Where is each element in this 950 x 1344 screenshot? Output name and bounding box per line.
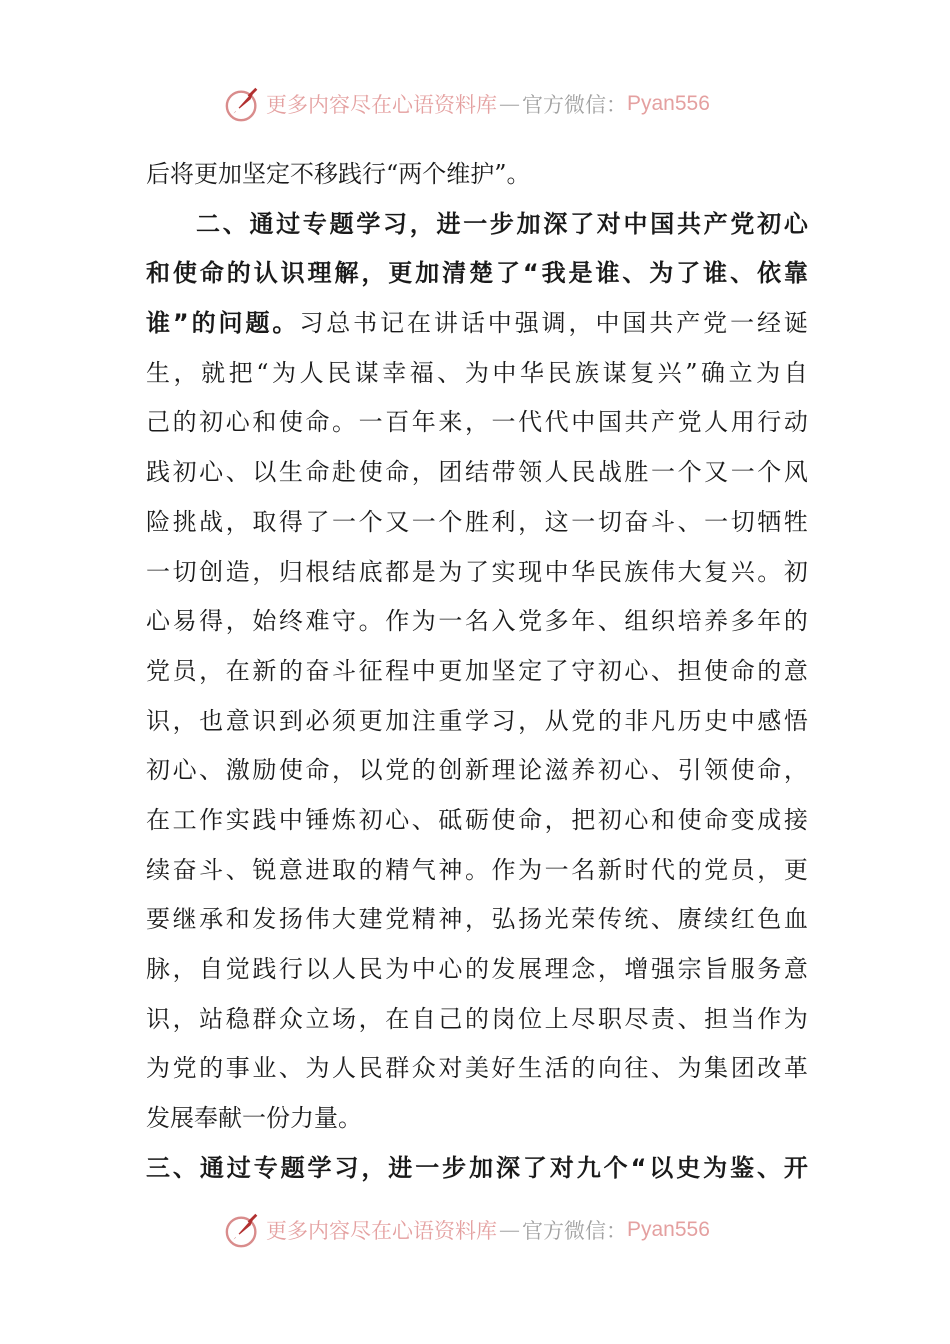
- watermark-wechat-id: Pyan556: [627, 92, 710, 115]
- document-line: 谁 ” 的 问 题 。 习 总 书 记 在 讲 话 中 强 调 ， 中 国 共 产 党 一 经 诞: [146, 309, 808, 338]
- watermark-brand-text: 更多内容尽在心语资料库: [266, 1219, 497, 1243]
- document-body: [146, 150, 808, 1193]
- watermark-wechat-label: 官方微信：: [522, 1219, 627, 1243]
- document-line: 初 心 、 激 励 使 命 ， 以 党 的 创 新 理 论 滋 养 初 心 、 引 领 使 命 ，: [146, 756, 808, 785]
- document-line: 脉 ， 自 觉 践 行 以 人 民 为 中 心 的 发 展 理 念 ， 增 强 宗 旨 服 务 意: [146, 955, 808, 983]
- watermark-brand-text: 更多内容尽在心语资料库: [266, 93, 497, 117]
- watermark-wechat-label: 官方微信：: [522, 93, 627, 117]
- document-line: 要 继 承 和 发 扬 伟 大 建 党 精 神 ， 弘 扬 光 荣 传 统 、 赓 续 红 色 血: [146, 905, 808, 934]
- document-line: 三 、 通 过 专 题 学 习 ， 进 一 步 加 深 了 对 九 个 “ 以 史 为 鉴 、 开: [146, 1153, 808, 1182]
- document-line: 己 的 初 心 和 使 命 。 一 百 年 来 ， 一 代 代 中 国 共 产 党 人 用 行 动: [146, 408, 808, 437]
- document-line: 识 ， 也 意 识 到 必 须 更 加 注 重 学 习 ， 从 党 的 非 凡 历 史 中 感 悟: [146, 706, 808, 735]
- watermark-wechat-id: Pyan556: [627, 1218, 710, 1241]
- document-line: 心 易 得 ， 始 终 难 守 。 作 为 一 名 入 党 多 年 、 组 织 培 养 多 年 的: [146, 607, 808, 636]
- document-line: 发展奉献一份力量。: [146, 1104, 362, 1133]
- document-line: 识 ， 站 稳 群 众 立 场 ， 在 自 己 的 岗 位 上 尽 职 尽 责 、 担 当 作 为: [146, 1004, 808, 1033]
- pen-nib-logo-icon: [224, 1211, 262, 1249]
- document-line: 后将更加坚定不移践行“两个维护”。: [146, 160, 531, 188]
- document-line: 在 工 作 实 践 中 锤 炼 初 心 、 砥 砺 使 命 ， 把 初 心 和 使 命 变 成 接: [146, 805, 808, 834]
- document-line: 险 挑 战 ， 取 得 了 一 个 又 一 个 胜 利 ， 这 一 切 奋 斗 、 一 切 牺 牲: [146, 507, 808, 536]
- document-line: 续 奋 斗 、 锐 意 进 取 的 精 气 神 。 作 为 一 名 新 时 代 的 党 员 ， 更: [146, 855, 808, 884]
- document-line: 二 、 通 过 专 题 学 习 ， 进 一 步 加 深 了 对 中 国 共 产 党 初 心: [196, 209, 808, 238]
- watermark-dash: —: [499, 1218, 520, 1242]
- watermark-banner-top: [224, 82, 710, 126]
- watermark-banner-bottom: [224, 1208, 710, 1252]
- document-line: 践 初 心 、 以 生 命 赴 使 命 ， 团 结 带 领 人 民 战 胜 一 个 又 一 个 风: [146, 458, 808, 487]
- document-line: 为 党 的 事 业 、 为 人 民 群 众 对 美 好 生 活 的 向 往 、 为 集 团 改 革: [146, 1054, 808, 1083]
- document-line: 和 使 命 的 认 识 理 解 ， 更 加 清 楚 了 “ 我 是 谁 、 为 了 谁 、 依 靠: [146, 259, 808, 288]
- document-line: 一 切 创 造 ， 归 根 结 底 都 是 为 了 实 现 中 华 民 族 伟 大 复 兴 。 初: [146, 557, 808, 586]
- document-line: 生 ， 就 把 “ 为 人 民 谋 幸 福 、 为 中 华 民 族 谋 复 兴 ” 确 立 为 自: [146, 358, 808, 387]
- document-line: 党 员 ， 在 新 的 奋 斗 征 程 中 更 加 坚 定 了 守 初 心 、 担 使 命 的 意: [146, 656, 808, 685]
- watermark-dash: —: [499, 92, 520, 116]
- pen-nib-logo-icon: [224, 85, 262, 123]
